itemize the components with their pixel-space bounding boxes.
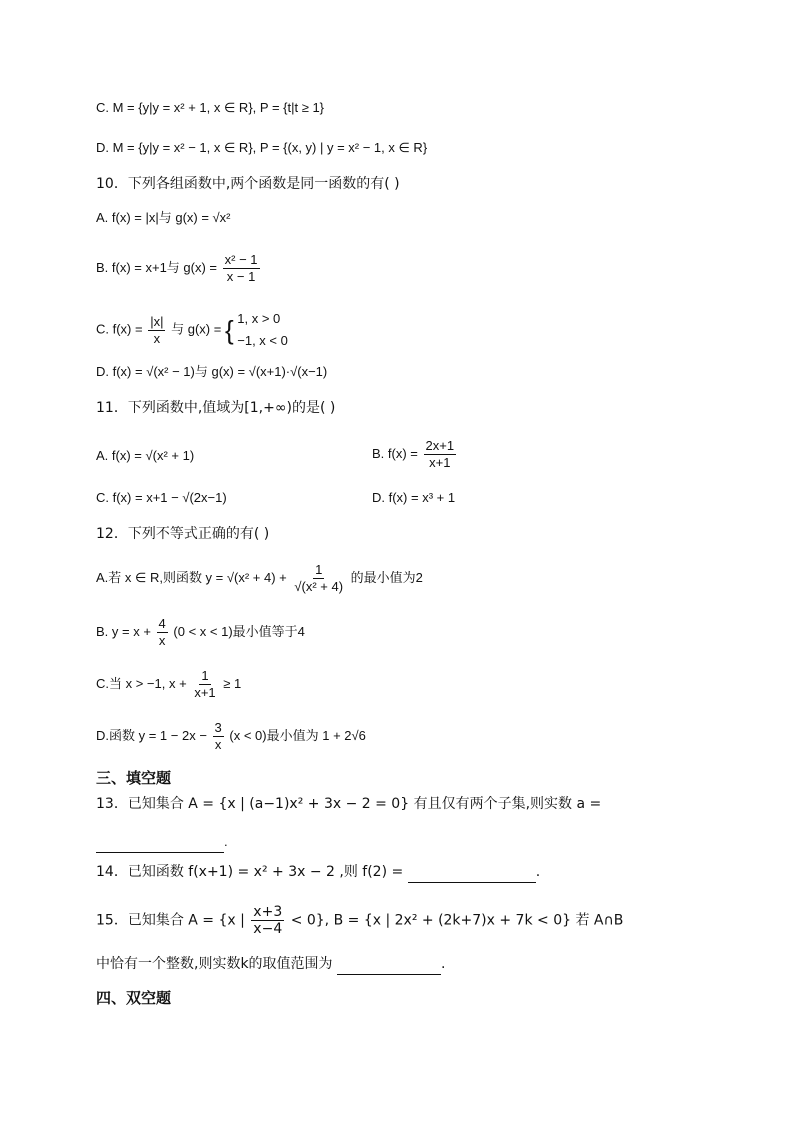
q12-option-b-left: B. y = x + (96, 623, 151, 639)
fraction-denominator: x−4 (253, 921, 283, 937)
q12-option-d-left: D.函数 y = 1 − 2x − (96, 727, 207, 743)
fraction-numerator: 2x+1 (425, 438, 455, 453)
q10-option-c-fraction (148, 314, 165, 347)
q9-option-c: C. M = {y|y = x² + 1, x ∈ R}, P = {t|t ≥ 1} (96, 100, 325, 115)
fraction-numerator: 1 (315, 562, 323, 577)
q12-stem: 12．下列不等式正确的有( ) (96, 526, 270, 542)
q10-option-d: D. f(x) = √(x² − 1)与 g(x) = √(x+1)·√(x−1) (96, 364, 328, 379)
q12-option-a-fraction (292, 562, 345, 595)
q15-line-2-text: 中恰有一个整数,则实数k的取值范围为 (96, 956, 333, 972)
q15-left: 15．已知集合 A = {x | (96, 912, 245, 929)
q12-option-b-fraction (157, 616, 168, 649)
q14-stem: 14．已知函数 f(x+1) = x² + 3x − 2 ,则 f(2) = (96, 864, 404, 880)
q13-answer-blank[interactable] (96, 832, 224, 853)
q12-option-a-right: 的最小值为2 (350, 569, 423, 585)
case-2: −1, x < 0 (237, 333, 288, 348)
q12-option-d-right: (x < 0)最小值为 1 + 2√6 (229, 727, 366, 743)
q10-stem: 10．下列各组函数中,两个函数是同一函数的有( ) (96, 176, 400, 192)
q12-option-b-right: (0 < x < 1)最小值等于4 (173, 623, 305, 639)
q12-option-c-fraction (192, 668, 217, 701)
q10-option-b-fraction (223, 252, 260, 285)
fraction-numerator: x+3 (253, 904, 283, 920)
fraction-numerator: 1 (201, 668, 209, 683)
fraction-denominator: x+1 (194, 685, 216, 700)
fraction-numerator: |x| (150, 313, 164, 329)
q15-right: < 0}, B = {x | 2x² + (2k+7)x + 7k < 0} 若 A∩B (290, 912, 624, 929)
q9-option-d: D. M = {y|y = x² − 1, x ∈ R}, P = {(x, y) | y = x² − 1, x ∈ R} (96, 140, 428, 155)
q15-answer-blank[interactable] (337, 954, 441, 975)
q14-answer-blank[interactable] (408, 862, 536, 883)
q15-period: . (441, 956, 446, 972)
q10-option-c (96, 308, 288, 352)
case-1: 1, x > 0 (237, 311, 281, 326)
q13-text: 13．已知集合 A = {x | (a−1)x² + 3x − 2 = 0} 有且仅有两个子集,则实数 a = (96, 796, 602, 812)
fraction-denominator: x (158, 633, 166, 648)
q11-option-b (372, 438, 458, 471)
q11-option-d: D. f(x) = x³ + 1 (372, 490, 456, 505)
q13-answer-line (96, 832, 228, 853)
q12-option-c-right: ≥ 1 (223, 675, 242, 691)
q11-option-c: C. f(x) = x+1 − √(2x−1) (96, 490, 227, 505)
q12-option-b (96, 616, 305, 649)
q12-option-a-left: A.若 x ∈ R,则函数 y = √(x² + 4) + (96, 569, 287, 585)
fraction-denominator: x (153, 330, 161, 346)
q13-period: . (224, 834, 228, 849)
left-brace: { (224, 315, 234, 345)
section-3-heading: 三、填空题 (96, 769, 172, 787)
q12-option-a (96, 562, 423, 595)
q12-option-d (96, 720, 366, 753)
q10-option-a: A. f(x) = |x|与 g(x) = √x² (96, 210, 231, 225)
section-4-heading: 四、双空题 (96, 989, 172, 1007)
q11-option-a: A. f(x) = √(x² + 1) (96, 448, 195, 463)
piecewise-cases (237, 308, 288, 352)
fraction-denominator: x − 1 (226, 269, 256, 284)
q10-option-b-left: B. f(x) = x+1与 g(x) = (96, 259, 218, 275)
q11-stem: 11．下列函数中,值域为[1,+∞)的是( ) (96, 400, 336, 416)
q14-text (96, 862, 540, 883)
q11-option-b-fraction (424, 438, 457, 471)
q15-fraction (251, 904, 284, 937)
q10-option-c-left: C. f(x) = (96, 321, 143, 337)
q12-option-c-left: C.当 x > −1, x + (96, 675, 187, 691)
fraction-denominator: x+1 (429, 455, 451, 470)
q12-option-d-fraction (213, 720, 224, 753)
fraction-denominator: √(x² + 4) (294, 579, 344, 594)
q10-option-b (96, 252, 262, 285)
fraction-numerator: x² − 1 (224, 252, 258, 267)
q10-option-c-mid: 与 g(x) = (171, 321, 222, 337)
fraction-denominator: x (214, 737, 222, 752)
q15-line-2 (96, 954, 445, 975)
q12-option-c (96, 668, 241, 701)
q15-text (96, 904, 623, 937)
fraction-numerator: 4 (158, 616, 166, 631)
fraction-numerator: 3 (214, 720, 222, 735)
q11-option-b-left: B. f(x) = (372, 445, 418, 461)
q14-period: . (535, 864, 541, 880)
